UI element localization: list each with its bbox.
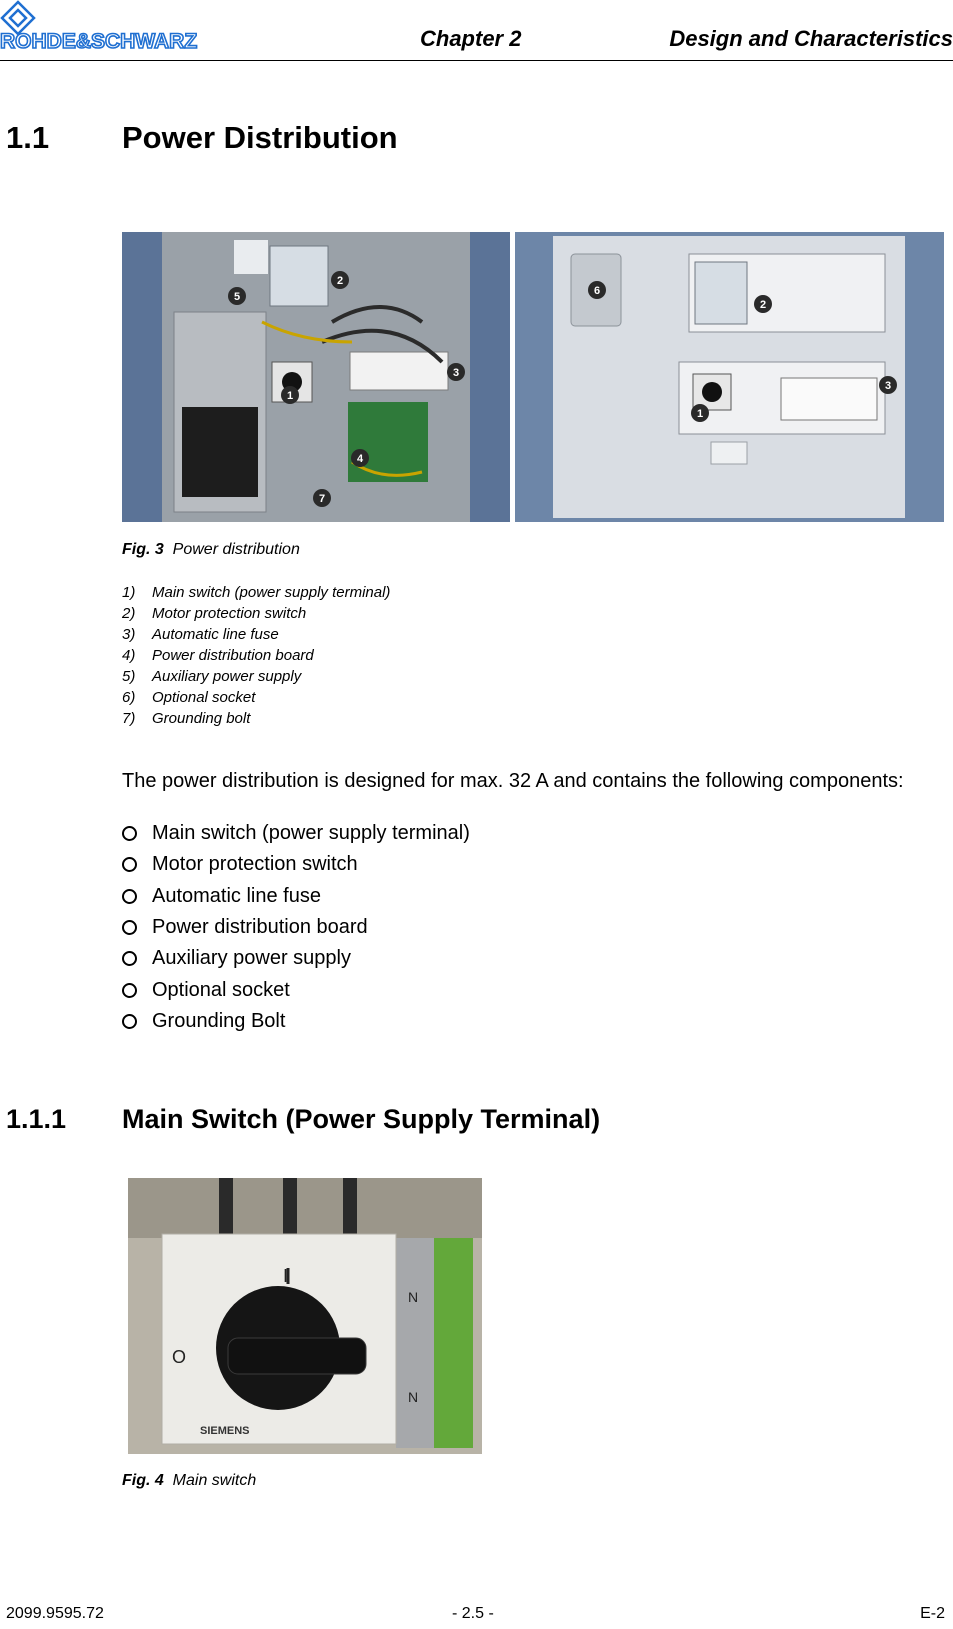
section-title: Power Distribution [122, 120, 398, 155]
figure4-caption [122, 1472, 256, 1490]
figure4-caption-text: Main switch [172, 1472, 257, 1489]
legend-item: 4) Power distribution board [122, 647, 314, 664]
footer-page-number: - 2.5 - [452, 1605, 494, 1622]
list-item: Main switch (power supply terminal) [122, 818, 470, 849]
callout-1: 1 [286, 390, 294, 402]
figure3-front-callouts [515, 232, 944, 522]
figure3-caption-text: Power distribution [172, 541, 300, 558]
chapter-label: Chapter 2 [420, 26, 522, 51]
subsection-number: 1.1.1 [6, 1104, 67, 1134]
callout-6: 6 [593, 285, 601, 297]
bullet-circle-icon [122, 1014, 152, 1029]
figure4-number: Fig. 4 [122, 1472, 164, 1489]
legend-item: 5) Auxiliary power supply [122, 668, 302, 685]
logo-wordmark: ROHDE&SCHWARZ [0, 30, 198, 52]
callout-3: 3 [884, 380, 892, 392]
running-section-title: Design and Characteristics [669, 26, 953, 51]
callout-1: 1 [696, 408, 704, 420]
figure3-number: Fig. 3 [122, 541, 164, 558]
list-item: Auxiliary power supply [122, 943, 470, 974]
callout-2: 2 [336, 275, 344, 287]
subsection-title: Main Switch (Power Supply Terminal) [122, 1104, 601, 1134]
footer-edition: E-2 [920, 1605, 945, 1622]
bullet-circle-icon [122, 857, 152, 872]
components-list [122, 818, 470, 1037]
figure3-interior-callouts [122, 232, 510, 522]
callout-3: 3 [452, 367, 460, 379]
callout-5: 5 [233, 291, 241, 303]
figure3-legend [122, 582, 390, 729]
list-item: Automatic line fuse [122, 881, 470, 912]
legend-item: 6) Optional socket [122, 689, 256, 706]
header-divider [0, 60, 953, 61]
callout-7: 7 [318, 493, 326, 505]
list-item: Motor protection switch [122, 849, 470, 880]
legend-item: 7) Grounding bolt [122, 710, 251, 727]
footer-doc-number: 2099.9595.72 [6, 1605, 104, 1622]
switch-on-label: I [283, 1266, 289, 1286]
intro-paragraph: The power distribution is designed for max. 32 A and contains the following components: [122, 770, 904, 792]
bullet-circle-icon [122, 951, 152, 966]
company-logo [0, 0, 225, 52]
list-item: Power distribution board [122, 912, 470, 943]
legend-item: 3) Automatic line fuse [122, 626, 279, 643]
callout-2: 2 [759, 299, 767, 311]
list-item: Optional socket [122, 974, 470, 1005]
switch-off-label: O [172, 1347, 187, 1367]
terminal-label: N [408, 1289, 419, 1305]
bullet-circle-icon [122, 826, 152, 841]
figure4-photo-main-switch [128, 1178, 482, 1454]
legend-item: 2) Motor protection switch [122, 605, 307, 622]
brand-label: SIEMENS [200, 1425, 250, 1437]
section-number: 1.1 [6, 120, 50, 155]
bullet-circle-icon [122, 920, 152, 935]
list-item: Grounding Bolt [122, 1006, 470, 1037]
callout-4: 4 [356, 453, 364, 465]
bullet-circle-icon [122, 983, 152, 998]
terminal-label: N [408, 1389, 419, 1405]
figure3-caption [122, 541, 300, 559]
bullet-circle-icon [122, 889, 152, 904]
legend-item: 1) Main switch (power supply terminal) [122, 584, 391, 601]
